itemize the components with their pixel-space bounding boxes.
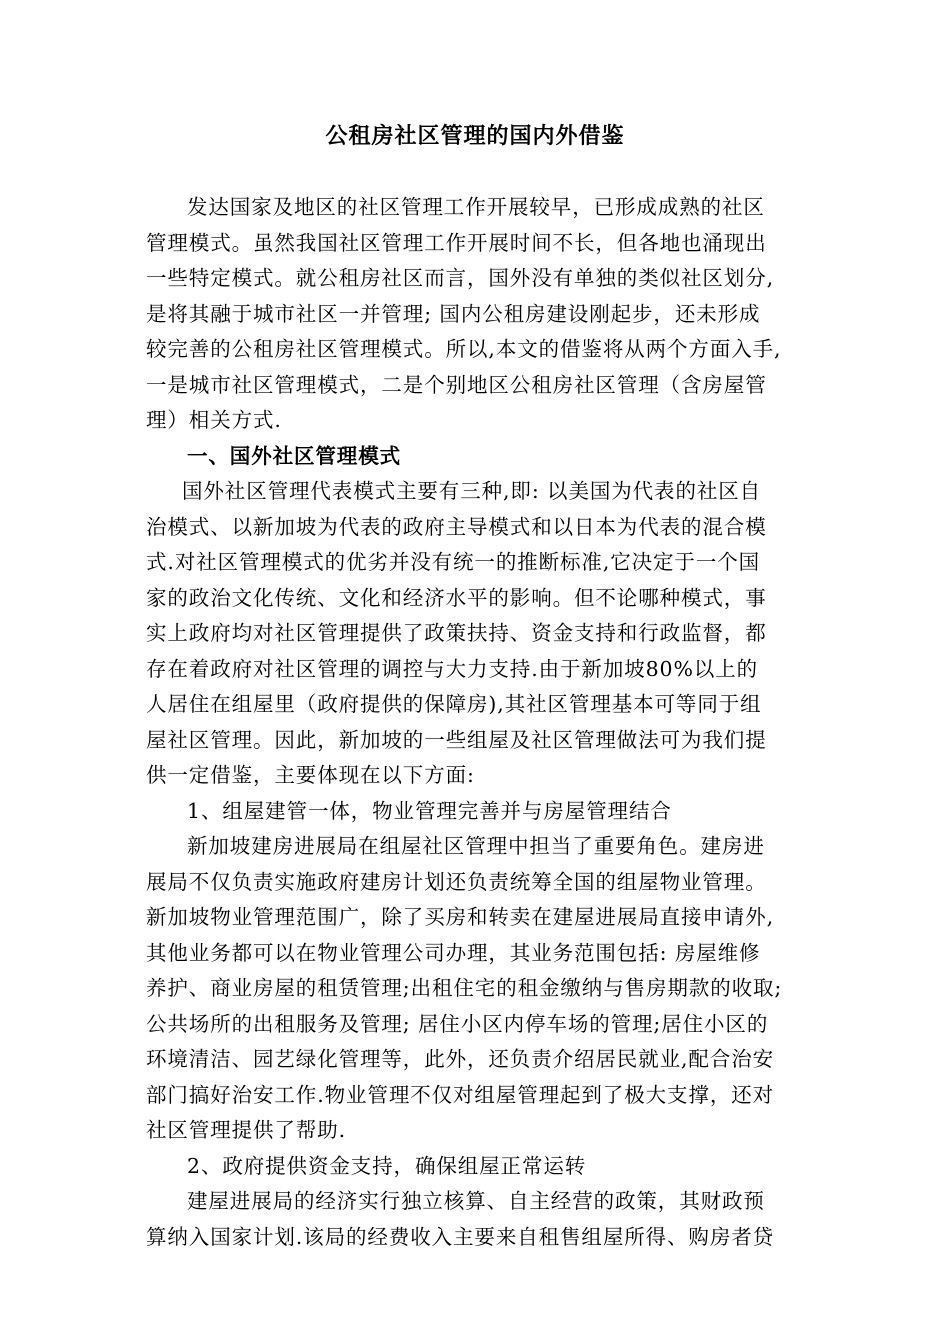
- paragraph-line: 环境清洁、园艺绿化管理等，此外，还负责介绍居民就业,配合治安: [146, 1047, 775, 1071]
- paragraph-line: 人居住在组屋里（政府提供的保障房),其社区管理基本可等同于组: [146, 692, 762, 716]
- paragraph-line: 其他业务都可以在物业管理公司办理，其业务范围包括: 房屋维修: [146, 940, 761, 965]
- paragraph-line: 建屋进展局的经济实行独立核算、自主经营的政策，其财政预: [187, 1189, 765, 1213]
- paragraph-line: 式.对社区管理模式的优劣并没有统一的推断标准,它决定于一个国: [146, 550, 761, 574]
- paragraph-line: 部门搞好治安工作.物业管理不仅对组屋管理起到了极大支撑，还对: [146, 1082, 775, 1107]
- paragraph-line: 存在着政府对社区管理的调控与大力支持.由于新加坡80%以上的: [146, 656, 759, 681]
- paragraph-line: 养护、商业房屋的租赁管理;出租住宅的租金缴纳与售房期款的收取;: [146, 976, 783, 1000]
- paragraph-line: 较完善的公租房社区管理模式。所以,本文的借鉴将从两个方面入手,: [146, 337, 782, 361]
- paragraph-line: 屋社区管理。因此，新加坡的一些组屋及社区管理做法可为我们提: [146, 727, 767, 752]
- paragraph-line: 家的政治文化传统、文化和经济水平的影响。但不论哪种模式，事: [146, 585, 767, 610]
- paragraph-line: 国外社区管理代表模式主要有三种,即: 以美国为代表的社区自: [182, 479, 762, 503]
- paragraph-line: 新加坡建房进展局在组屋社区管理中担当了重要角色。建房进: [187, 834, 765, 858]
- paragraph-line: 治模式、以新加坡为代表的政府主导模式和以日本为代表的混合模: [146, 514, 767, 539]
- paragraph-line: 一些特定模式。就公租房社区而言，国外没有单独的类似社区划分,: [146, 266, 775, 290]
- paragraph-line: 公共场所的出租服务及管理; 居住小区内停车场的管理;居住小区的: [146, 1011, 769, 1036]
- paragraph-line: 发达国家及地区的社区管理工作开展较早，已形成成熟的社区: [187, 195, 765, 219]
- paragraph-line: 供一定借鉴，主要体现在以下方面:: [146, 763, 475, 787]
- section-heading: 一、国外社区管理模式: [187, 443, 401, 468]
- subsection-heading: 2、政府提供资金支持，确保组屋正常运转: [187, 1153, 587, 1178]
- paragraph-line: 管理模式。虽然我国社区管理工作开展时间不长，但各地也涌现出: [146, 230, 767, 255]
- paragraph-line: 展局不仅负责实施政府建房计划还负责统筹全国的组屋物业管理。: [146, 869, 767, 894]
- paragraph-line: 是将其融于城市社区一并管理; 国内公租房建设刚起步，还未形成: [146, 301, 761, 326]
- document-body: [146, 190, 806, 1255]
- paragraph-line: 算纳入国家计划.该局的经费收入主要来自租售组屋所得、购房者贷: [146, 1224, 775, 1249]
- paragraph-line: 一是城市社区管理模式，二是个别地区公租房社区管理（含房屋管: [146, 372, 767, 397]
- subsection-heading: 1、组屋建管一体，物业管理完善并与房屋管理结合: [187, 798, 672, 823]
- paragraph-line: 理）相关方式.: [146, 408, 282, 432]
- paragraph-line: 新加坡物业管理范围广，除了买房和转卖在建屋进展局直接申请外,: [146, 905, 775, 929]
- paragraph-line: 实上政府均对社区管理提供了政策扶持、资金支持和行政监督，都: [146, 621, 767, 645]
- paragraph-line: 社区管理提供了帮助.: [146, 1118, 347, 1142]
- document-title: 公租房社区管理的国内外借鉴: [325, 123, 625, 149]
